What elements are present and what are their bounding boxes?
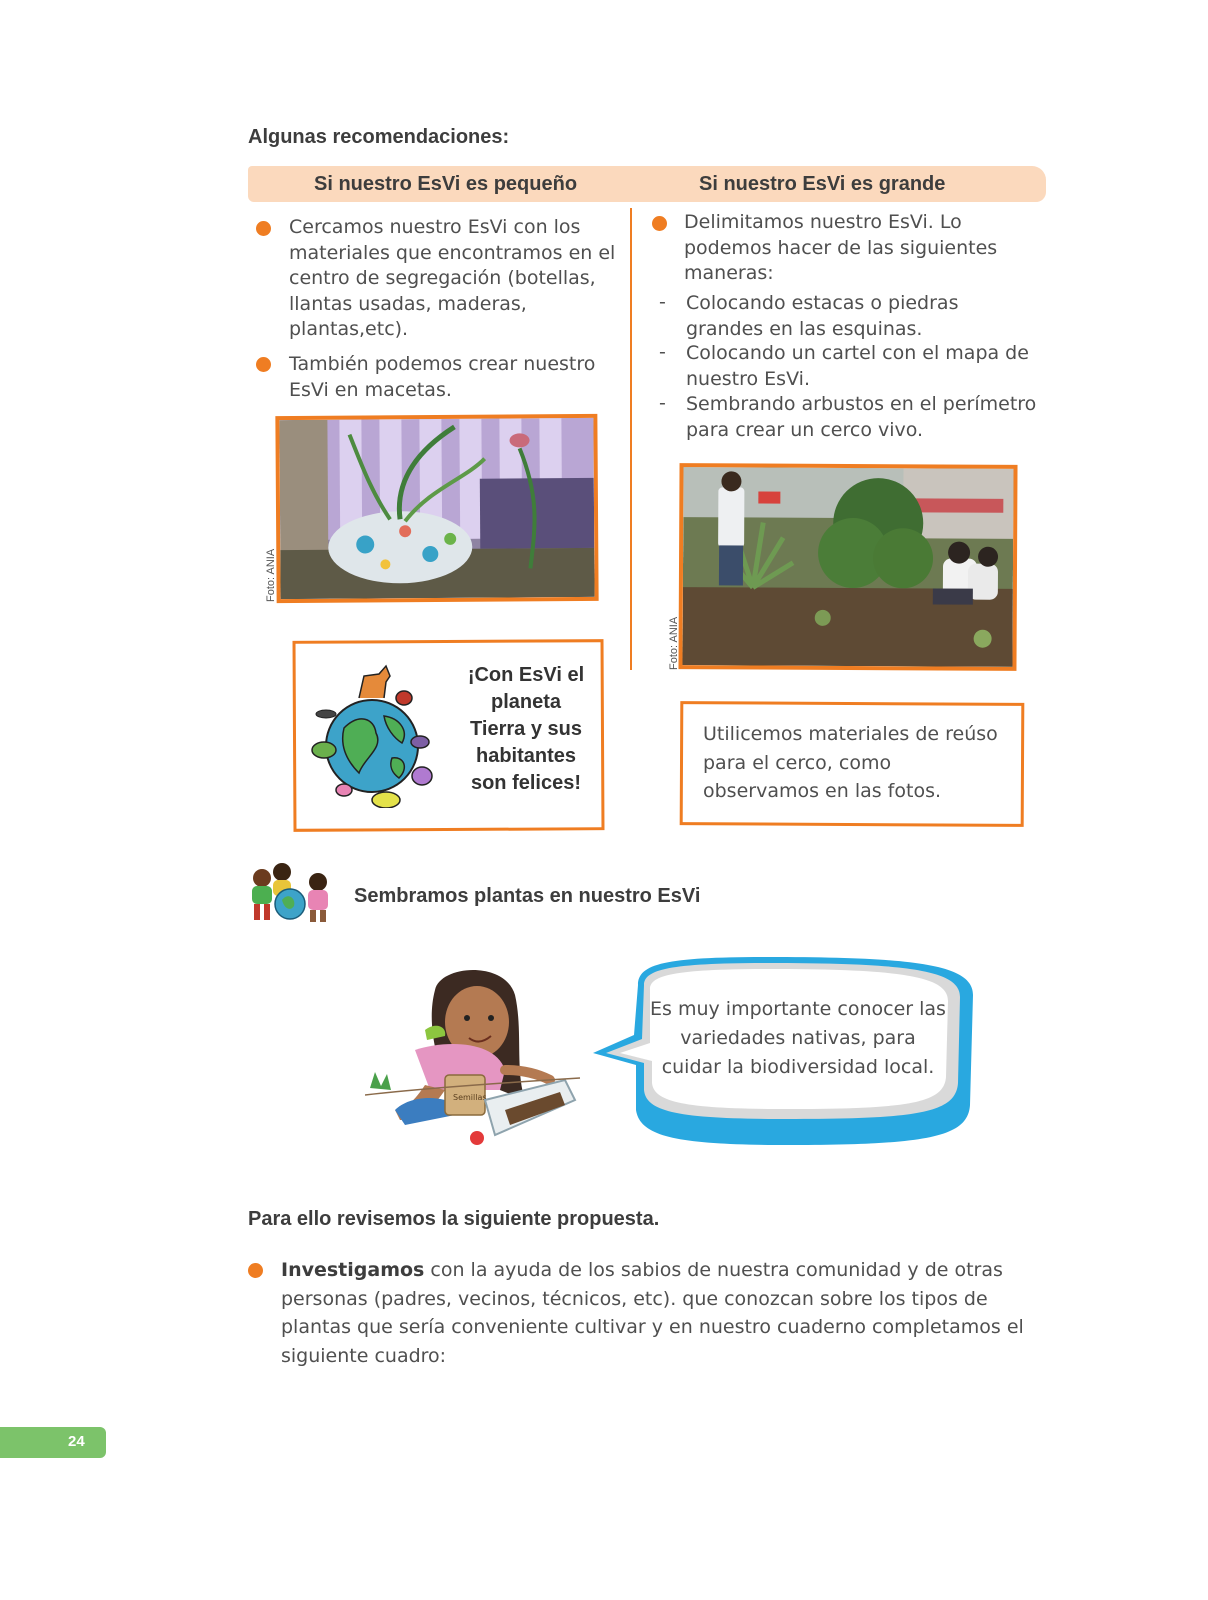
large-dash-1: Colocando estacas o piedras grandes en las esquinas.: [686, 292, 959, 340]
flowerpot-photo: [275, 414, 598, 603]
large-intro: Delimitamos nuestro EsVi. Lo podemos hacer de las siguientes maneras:: [684, 211, 998, 284]
large-dash-2: Colocando un cartel con el mapa de nuestro EsVi.: [686, 342, 1029, 390]
dash-marker: -: [659, 341, 666, 363]
girl-planting-illustration: [365, 960, 585, 1150]
proposal-heading: Para ello revisemos la siguiente propuesta.: [248, 1208, 660, 1230]
earth-animals-icon: [304, 658, 434, 808]
page-number-tab: [0, 1427, 106, 1458]
garden-illustration: [682, 467, 1013, 667]
page-number: 24: [68, 1433, 85, 1450]
column-divider: [630, 208, 632, 670]
dash-marker: -: [659, 392, 666, 414]
large-column-header: Si nuestro EsVi es grande: [699, 173, 946, 195]
bullet-icon: [256, 357, 271, 372]
proposal-bold: Investigamos: [281, 1259, 425, 1281]
photo-credit: Foto: ANIA: [265, 548, 277, 602]
dash-marker: -: [659, 291, 666, 313]
kids-globe-icon: [246, 860, 332, 926]
photo-credit: Foto: ANIA: [668, 616, 680, 670]
section-heading: Algunas recomendaciones:: [248, 126, 510, 148]
garden-photo: [678, 463, 1017, 671]
small-bullet-2: También podemos crear nuestro EsVi en macetas.: [289, 353, 596, 401]
large-dash-3: Sembrando arbustos en el perímetro para crear un cerco vivo.: [686, 393, 1037, 441]
proposal-rest: con la ayuda de los sabios de nuestra comunidad y de otras personas (padres, vecinos, técnicos, etc). que conozcan sobre los tipos de plantas que sería conveniente cultivar y en nuestro cuaderno completamos el siguiente cuadro:: [281, 1259, 1024, 1367]
flowerpot-illustration: [279, 418, 594, 599]
bullet-icon: [256, 221, 271, 236]
earth-box-text: ¡Con EsVi el planeta Tierra y sus habitantes son felices!: [467, 664, 585, 794]
bullet-icon: [652, 216, 667, 231]
small-bullet-1: Cercamos nuestro EsVi con los materiales que encontramos en el centro de segregación (botellas, llantas usadas, maderas, plantas,etc).: [289, 216, 616, 340]
speech-bubble-text: Es muy importante conocer las variedades nativas, para cuidar la biodiversidad local.: [650, 998, 946, 1078]
bullet-icon: [248, 1263, 263, 1278]
small-column-header: Si nuestro EsVi es pequeño: [314, 173, 578, 195]
activity-title: Sembramos plantas en nuestro EsVi: [354, 885, 701, 907]
proposal-text: [281, 1256, 1051, 1370]
seed-bag-label: Semillas: [453, 1093, 487, 1102]
reuse-note-text: Utilicemos materiales de reúso para el cerco, como observamos en las fotos.: [703, 723, 998, 802]
